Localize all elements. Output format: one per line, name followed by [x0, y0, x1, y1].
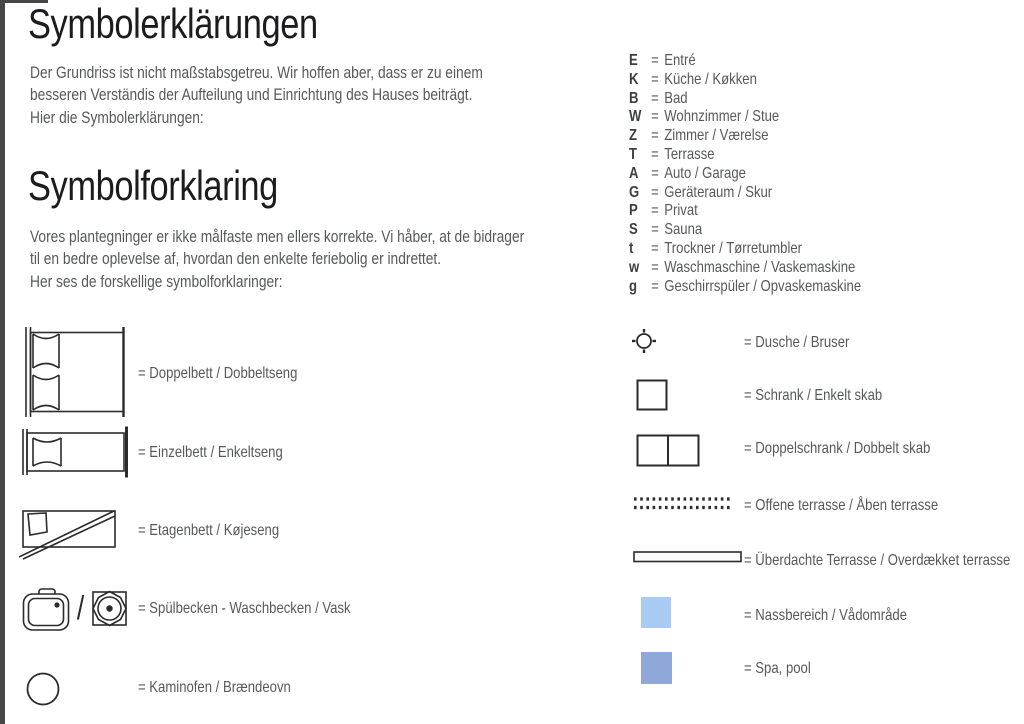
equals-sign: =	[651, 183, 659, 201]
legend-label-wet-area: = Nassbereich / Vådområde	[744, 607, 908, 624]
abbr-meaning: Küche / Køkken	[664, 70, 757, 88]
abbr-meaning: Terrasse	[664, 145, 715, 163]
abbr-row-sauna	[629, 221, 1006, 240]
danish-intro	[30, 226, 524, 293]
page-scan-edge-left	[0, 0, 5, 724]
equals-sign: =	[651, 145, 659, 163]
legend-label-stove: = Kaminofen / Brændeovn	[138, 679, 291, 696]
abbr-meaning: Sauna	[664, 221, 703, 239]
abbr-row-private	[629, 202, 1006, 221]
abbr-row-washer	[629, 259, 1006, 278]
abbr-meaning: Bad	[664, 89, 688, 107]
abbr-meaning: Waschmaschine / Vaskemaskine	[664, 258, 856, 276]
abbr-row-bath	[629, 90, 1006, 109]
abbr-letter: T	[629, 145, 638, 163]
equals-sign: =	[651, 108, 659, 126]
legend-label-bunk-bed: = Etagenbett / Køjeseng	[138, 522, 280, 539]
open-terrace-icon	[633, 495, 731, 512]
abbr-meaning: Auto / Garage	[664, 164, 746, 182]
abbr-letter: B	[629, 89, 639, 107]
washbasin-icon	[91, 588, 129, 628]
abbr-row-dryer	[629, 240, 1006, 259]
wood-stove-icon	[25, 671, 61, 707]
equals-sign: =	[651, 221, 659, 239]
danish-intro-line2: til en bedre oplevelse af, hvordan den enkelte feriebolig er indrettet.	[30, 249, 442, 269]
covered-terrace-icon	[633, 551, 743, 563]
legend-label-open-terrace: = Offene terrasse / Åben terrasse	[744, 497, 939, 514]
abbr-meaning: Zimmer / Værelse	[664, 127, 769, 145]
legend-label-single-bed: = Einzelbett / Enkeltseng	[138, 444, 283, 461]
equals-sign: =	[651, 202, 659, 220]
abbr-meaning: Wohnzimmer / Stue	[664, 108, 780, 126]
abbr-letter: E	[629, 52, 638, 69]
abbr-meaning: Entré	[664, 52, 696, 69]
sink-washbasin-group	[22, 584, 129, 632]
abbr-row-kitchen	[629, 71, 1006, 90]
abbr-letter: W	[629, 108, 642, 126]
legend-label-double-bed: = Doppelbett / Dobbeltseng	[138, 365, 298, 382]
legend-label-covered-terrace: = Überdachte Terrasse / Overdækket terrasse	[744, 552, 1011, 569]
legend-label-spa-pool: = Spa, pool	[744, 660, 811, 677]
shower-icon	[630, 327, 658, 355]
equals-sign: =	[651, 89, 659, 107]
legend-label-shower: = Dusche / Bruser	[744, 334, 850, 351]
abbreviation-list	[629, 52, 1006, 296]
abbr-letter: t	[629, 239, 634, 257]
abbr-row-toolroom	[629, 184, 1006, 203]
equals-sign: =	[651, 127, 659, 145]
kitchen-sink-icon	[22, 584, 70, 632]
german-intro-line3: Hier die Symbolerklärungen:	[30, 107, 204, 127]
abbr-row-livingroom	[629, 108, 1006, 127]
single-closet-icon	[636, 379, 668, 411]
equals-sign: =	[651, 258, 659, 276]
danish-intro-line3: Her ses de forskellige symbolforklaringer:	[30, 271, 283, 291]
abbr-letter: w	[629, 258, 640, 276]
equals-sign: =	[651, 70, 659, 88]
danish-intro-line1: Vores plantegninger er ikke målfaste men ellers korrekte. Vi håber, at de bidrager	[30, 227, 525, 246]
abbr-letter: P	[629, 202, 638, 220]
german-intro-line1: Der Grundriss ist nicht maßstabsgetreu. Wir hoffen aber, dass er zu einem	[30, 63, 483, 82]
double-bed-icon	[22, 326, 128, 418]
german-intro-line2: besseren Verständis der Aufteilung und Einrichtung des Hauses beiträgt.	[30, 85, 473, 105]
abbr-letter: G	[629, 183, 640, 201]
equals-sign: =	[651, 164, 659, 182]
danish-title: Symbolforklaring	[28, 162, 278, 209]
slash-separator: /	[76, 589, 85, 626]
equals-sign: =	[651, 239, 659, 257]
german-intro	[30, 62, 483, 129]
german-title: Symbolerklärungen	[28, 0, 318, 47]
abbr-letter: A	[629, 164, 639, 182]
legend-label-double-closet: = Doppelschrank / Dobbelt skab	[744, 440, 931, 457]
wet-area-swatch	[641, 597, 671, 628]
abbr-letter: K	[629, 70, 639, 88]
abbr-meaning: Geschirrspüler / Opvaskemaskine	[664, 277, 862, 295]
abbr-letter: g	[629, 277, 638, 295]
abbr-row-terrace	[629, 146, 1006, 165]
legend-label-single-closet: = Schrank / Enkelt skab	[744, 387, 883, 404]
spa-pool-swatch	[641, 652, 672, 684]
abbr-row-entree	[629, 52, 1006, 71]
single-bed-icon	[21, 426, 131, 478]
abbr-letter: S	[629, 221, 638, 239]
abbr-meaning: Trockner / Tørretumbler	[664, 239, 803, 257]
equals-sign: =	[651, 277, 659, 295]
abbr-meaning: Privat	[664, 202, 698, 220]
legend-label-sink: = Spülbecken - Waschbecken / Vask	[138, 600, 351, 617]
equals-sign: =	[651, 52, 659, 69]
abbr-letter: Z	[629, 127, 638, 145]
double-closet-icon	[636, 434, 700, 467]
bunk-bed-icon	[19, 504, 121, 560]
abbr-meaning: Geräteraum / Skur	[664, 183, 773, 201]
abbr-row-garage	[629, 165, 1006, 184]
abbr-row-dishwasher	[629, 278, 1006, 297]
abbr-row-room	[629, 127, 1006, 146]
